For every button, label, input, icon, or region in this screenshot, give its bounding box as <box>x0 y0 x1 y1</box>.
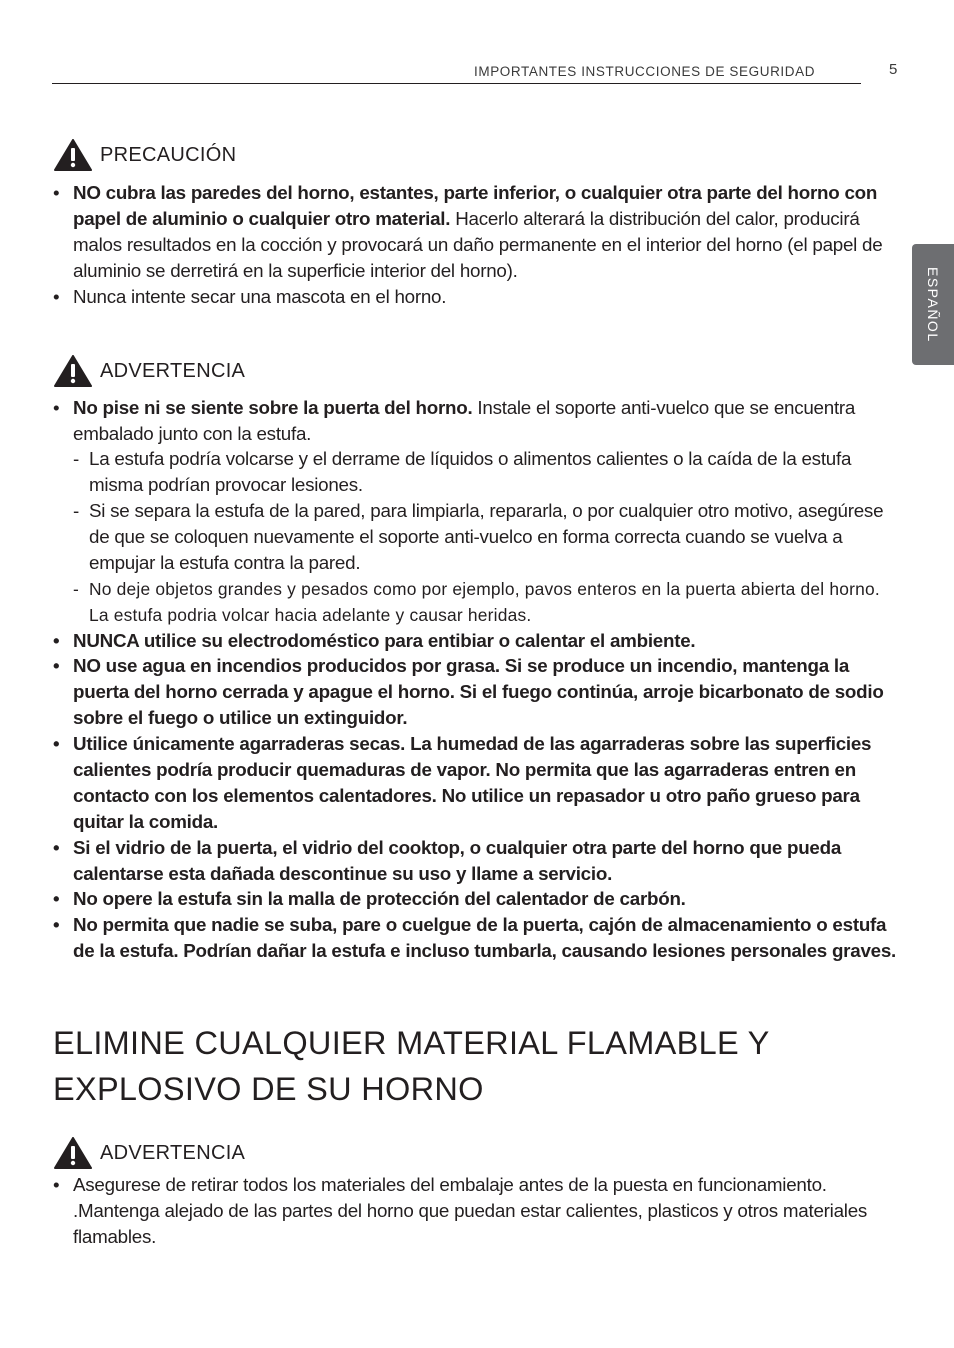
warning-triangle-icon <box>54 139 92 171</box>
list-item <box>52 284 902 310</box>
caution-heading <box>54 139 236 171</box>
caution-heading-label: PRECAUCIÓN <box>100 143 237 166</box>
list-item: • No permita que nadie se suba, pare o cuelgue de la puerta, cajón de almacenamiento o estufa de la estufa. Podrían dañar la estufa e incluso tumbarla, causando lesiones personales graves. <box>52 912 902 964</box>
list-item: • Utilice únicamente agarraderas secas. La humedad de las agarraderas sobre las superficies calientes podría producir quemaduras de vapor. No permita que las agarraderas entren en contacto con los elementos calentadores. No utilice un repasador u otro paño grueso para quitar la comida. <box>52 731 902 835</box>
list-item-text: Hacerlo alterará la distribución del calor, producirá malos resultados en la cocción y provocará un daño permanente en el interior del horno (el papel de aluminio se derretirá en la superficie interior del horno). <box>73 208 883 281</box>
warning-heading-label: ADVERTENCIA <box>100 1141 246 1164</box>
warning-triangle-icon <box>54 1137 92 1169</box>
list-item: • Si el vidrio de la puerta, el vidrio del cooktop, o cualquier otra parte del horno que pueda calentarse esta dañada descontinue su uso y llame a servicio. <box>52 835 902 887</box>
sub-list-item: - Si se separa la estufa de la pared, para limpiarla, repararla, o por cualquier otro motivo, asegúrese de que se coloquen nuevamente el soporte anti-vuelco en forma correcta cuando se vuelva a empujar la estufa contra la pared. <box>72 498 904 576</box>
running-header: IMPORTANTES INSTRUCCIONES DE SEGURIDAD <box>474 64 816 79</box>
list-item-text: Nunca intente secar una mascota en el horno. <box>73 286 447 307</box>
list-item: • NO use agua en incendios producidos por grasa. Si se produce un incendio, mantenga la puerta del horno cerrada y apague el horno. Si el fuego continúa, arroje bicarbonato de sodio sobre el fuego o utilice un extinguidor. <box>52 653 902 731</box>
sub-list-item: - No deje objetos grandes y pesados como por ejemplo, pavos enteros en la puerta abierta del horno. La estufa podria volcar hacia adelante y causar heridas. <box>72 576 904 628</box>
page-number: 5 <box>889 61 898 78</box>
list-item: • Asegurese de retirar todos los materiales del embalaje antes de la puesta en funcionamiento. .Mantenga alejado de las partes del horno que puedan estar calientes, plasticos y otros materiales flamables. <box>52 1172 902 1250</box>
language-tab-label: ESPAÑOL <box>925 266 941 343</box>
list-item: • NUNCA utilice su electrodoméstico para entibiar o calentar el ambiente. <box>52 628 902 654</box>
section-title: ELIMINE CUALQUIER MATERIAL FLAMABLE Y EXPLOSIVO DE SU HORNO <box>53 1025 770 1107</box>
list-item <box>52 395 902 447</box>
warning-heading-label: ADVERTENCIA <box>100 359 246 382</box>
warning-heading <box>54 355 245 387</box>
list-item: • No opere la estufa sin la malla de protección del calentador de carbón. <box>52 886 902 912</box>
list-item <box>52 180 902 284</box>
header-rule <box>52 83 861 84</box>
sub-list-item: - La estufa podría volcarse y el derrame de líquidos o alimentos calientes o la caída de la estufa misma podrían provocar lesiones. <box>72 446 904 498</box>
warning-triangle-icon <box>54 355 92 387</box>
list-item-bold: No pise ni se siente sobre la puerta del horno. <box>73 397 473 418</box>
warning-heading <box>54 1137 245 1169</box>
language-tab <box>912 244 954 365</box>
list-item-bold: NO cubra las paredes del horno, estantes, parte inferior, o cualquier otra parte del horno con papel de aluminio o cualquier otro material. <box>73 182 878 229</box>
list-item-text: Instale el soporte anti-vuelco que se encuentra embalado junto con la estufa. <box>73 397 856 444</box>
